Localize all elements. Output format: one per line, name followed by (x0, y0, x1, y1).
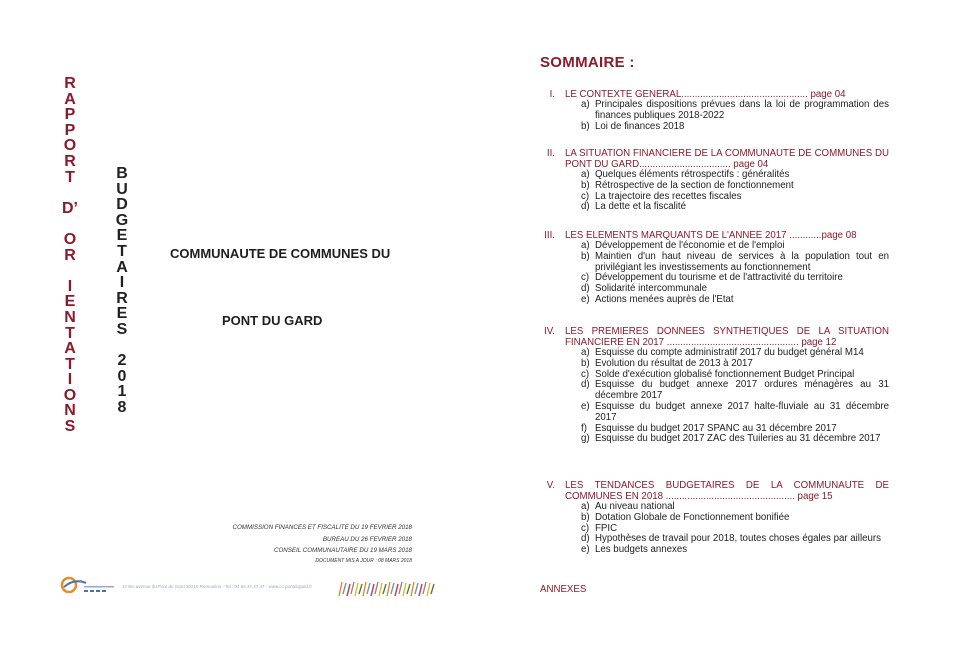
vertical-rapport-letter: T (65, 168, 75, 186)
vertical-budgetaires-letter: R (116, 289, 128, 307)
vertical-rapport-letter: R (64, 75, 76, 92)
toc-item-letter: a) (581, 169, 590, 180)
meta-mise-a-jour: DOCUMENT MIS A JOUR : 08 MARS 2018 (315, 558, 412, 564)
toc-item-letter: e) (581, 544, 590, 556)
toc-item-letter: a) (581, 99, 590, 110)
stripe-mark (351, 582, 354, 594)
toc-item (581, 402, 889, 424)
section-number: I. (549, 89, 555, 100)
toc-section-2 (527, 148, 889, 213)
vertical-rapport-letter: I (67, 371, 73, 389)
toc-item-letter: c) (581, 368, 590, 380)
toc-item-text: Les budgets annexes (595, 544, 688, 556)
toc-item-letter: b) (581, 120, 590, 132)
vertical-budgetaires-letter: 8 (117, 398, 127, 416)
meta-conseil: CONSEIL COMMUNAUTAIRE DU 19 MARS 2018 (274, 547, 412, 554)
toc-section-3 (527, 230, 889, 306)
vertical-title-budgetaires (111, 166, 133, 416)
cover-title-line2: PONT DU GARD (222, 313, 323, 328)
vertical-rapport-letter: O (63, 137, 77, 155)
toc-item-letter: c) (581, 190, 590, 202)
stripe-mark (391, 583, 394, 594)
vertical-rapport-letter: N (64, 402, 76, 420)
vertical-budgetaires-letter: D (116, 196, 128, 214)
vertical-budgetaires-letter: A (116, 258, 128, 276)
vertical-title-rapport (60, 76, 80, 435)
vertical-budgetaires-letter: S (116, 320, 128, 338)
toc-item-text: Quelques éléments rétrospectifs : généralités (595, 169, 790, 180)
toc-item-text: Dotation Globale de Fonctionnement bonifiée (595, 511, 790, 523)
toc-item-text: Actions menées auprès de l'Etat (595, 293, 734, 305)
vertical-rapport-letter: O (63, 230, 77, 248)
vertical-budgetaires-letter: E (116, 305, 128, 323)
vertical-budgetaires-letter: 0 (117, 367, 127, 385)
toc-item-text: Maintien d'un haut niveau de services à la population tout en privilégiant les investissements au fonctionnement (595, 250, 889, 273)
toc-item-letter: b) (581, 250, 590, 262)
stripe-mark (403, 583, 406, 596)
toc-section-4 (527, 326, 889, 445)
stripe-mark (423, 582, 426, 594)
stripe-mark (371, 584, 374, 596)
vertical-rapport-letter: A (64, 340, 76, 358)
section-title: LES ELEMENTS MARQUANTS DE L'ANNEE 2017 ............page 08 (565, 230, 857, 241)
stripe-mark (399, 582, 402, 594)
vertical-rapport-letter: I (67, 277, 73, 295)
vertical-rapport-letter: S (64, 418, 76, 436)
toc-item-text: Esquisse du budget 2017 SPANC au 31 décembre 2017 (595, 422, 837, 434)
decorative-stripes-icon (337, 578, 437, 600)
section-number: IV. (544, 326, 555, 337)
section-number: II. (546, 148, 555, 159)
toc-item-text: Rétrospective de la section de fonctionnement (595, 179, 794, 191)
vertical-rapport-letter: P (64, 121, 76, 139)
toc-item-text: Esquisse du budget annexe 2017 ordures ménagères au 31 décembre 2017 (595, 379, 889, 402)
vertical-rapport-letter: D’ (62, 199, 78, 217)
pont-du-gard-logo-icon (60, 574, 118, 596)
stripe-mark (339, 582, 342, 596)
toc-item-letter: d) (581, 283, 590, 295)
toc-item-letter: a) (581, 240, 590, 251)
stripe-mark (387, 582, 390, 596)
stripe-mark (343, 583, 346, 594)
vertical-rapport-letter: N (64, 308, 76, 326)
toc-item (581, 513, 889, 524)
toc-annexes: ANNEXES (540, 584, 587, 595)
stripe-mark (431, 584, 434, 594)
toc-item-text: Solidarité intercommunale (595, 283, 707, 295)
toc-item-letter: d) (581, 533, 590, 545)
stripe-mark (407, 584, 410, 594)
vertical-rapport-letter: P (64, 106, 76, 124)
stripe-mark (411, 582, 414, 596)
toc-item-letter: b) (581, 357, 590, 369)
stripe-mark (419, 584, 422, 596)
vertical-budgetaires-letter: G (115, 211, 129, 229)
stripe-mark (395, 584, 398, 596)
vertical-rapport-letter: E (64, 293, 76, 311)
vertical-budgetaires-letter: E (116, 227, 128, 245)
toc-item (581, 181, 889, 192)
vertical-budgetaires-letter: I (119, 274, 125, 292)
toc-item (581, 252, 889, 274)
toc-item-text: Loi de finances 2018 (595, 120, 685, 132)
toc-item (581, 380, 889, 402)
stripe-mark (367, 583, 370, 594)
cover-title-line1: COMMUNAUTE DE COMMUNES DU (170, 246, 391, 261)
vertical-budgetaires-letter: 1 (117, 383, 127, 401)
toc-item-letter: g) (581, 433, 590, 445)
section-title: LE CONTEXTE GENERAL............................................... page 04 (565, 89, 846, 100)
vertical-budgetaires-letter: T (117, 242, 127, 260)
toc-item-letter: c) (581, 522, 590, 534)
toc-item-text: La trajectoire des recettes fiscales (595, 190, 742, 202)
toc-item (581, 122, 889, 133)
meta-bureau: BUREAU DU 26 FEVRIER 2018 (322, 536, 412, 543)
section-number: V. (546, 480, 555, 491)
footer-address: 17 Bis avenue du Pont du Gard 30210 Remoulins - Tel : 04.66.37.47.47 - www.cc-pontdugard.fr (122, 584, 313, 589)
toc-item-text: Hypothèses de travail pour 2018, toutes choses égales par ailleurs (595, 533, 881, 545)
toc-item-letter: a) (581, 347, 590, 358)
toc-item-letter: b) (581, 179, 590, 191)
toc-item-text: FPIC (595, 522, 618, 534)
toc-item (581, 202, 889, 213)
toc-item (581, 295, 889, 306)
section-title: LES TENDANCES BUDGETAIRES DE LA COMMUNAUTE DE COMMUNES EN 2018 ................................................ page 15 (565, 480, 889, 502)
toc-item-letter: d) (581, 379, 590, 391)
vertical-rapport-letter: O (63, 386, 77, 404)
toc-heading: SOMMAIRE : (540, 54, 635, 71)
section-number: III. (544, 230, 555, 241)
stripe-mark (355, 583, 358, 596)
toc-item-letter: c) (581, 272, 590, 284)
stripe-mark (375, 582, 378, 594)
toc-item-letter: f) (581, 422, 587, 434)
meta-commission: COMMISSION FINANCES ET FISCALITE DU 19 FEVRIER 2018 (232, 524, 412, 531)
toc-section-5 (527, 480, 889, 556)
toc-item-text: Esquisse du budget 2017 ZAC des Tuileries au 31 décembre 2017 (595, 433, 881, 445)
stripe-mark (379, 583, 382, 596)
stripe-mark (427, 583, 430, 596)
vertical-rapport-letter: R (64, 152, 76, 170)
toc-item-letter: a) (581, 501, 590, 512)
toc-item-text: Développement de l'économie et de l'emploi (595, 240, 785, 251)
toc-item (581, 434, 889, 445)
section-title: LA SITUATION FINANCIERE DE LA COMMUNAUTE DE COMMUNES DU PONT DU GARD.................................. page 04 (565, 148, 889, 170)
vertical-rapport-letter: A (64, 90, 76, 108)
toc-item-letter: e) (581, 400, 590, 412)
vertical-rapport-letter: R (64, 246, 76, 264)
stripe-mark (359, 584, 362, 594)
toc-item (581, 100, 889, 122)
vertical-budgetaires-letter: B (116, 165, 128, 182)
vertical-budgetaires-letter: U (116, 180, 128, 198)
toc-item-text: Principales dispositions prévues dans la loi de programmation des finances publiques 2018-2022 (595, 99, 889, 121)
stripe-mark (363, 582, 366, 596)
stripe-mark (383, 584, 386, 594)
toc-item-text: Développement du tourisme et de l'attractivité du territoire (595, 272, 843, 284)
vertical-budgetaires-letter: 2 (117, 352, 127, 370)
toc-item-text: Au niveau national (595, 501, 675, 512)
toc-item (581, 545, 889, 556)
toc-item (581, 359, 889, 370)
toc-item-text: Esquisse du compte administratif 2017 du budget général M14 (595, 347, 864, 358)
toc-item-text: La dette et la fiscalité (595, 201, 687, 213)
toc-item-text: Esquisse du budget annexe 2017 halte-fluviale au 31 décembre 2017 (595, 400, 889, 423)
toc-item-letter: e) (581, 293, 590, 305)
toc-item-letter: b) (581, 511, 590, 523)
stripe-mark (415, 583, 418, 594)
vertical-rapport-letter: T (65, 355, 75, 373)
section-title: LES PREMIERES DONNEES SYNTHETIQUES DE LA SITUATION FINANCIERE EN 2017 ................................................. page 12 (565, 326, 889, 348)
toc-item-text: Solde d'exécution globalisé fonctionnement Budget Principal (595, 368, 855, 380)
stripe-mark (347, 584, 350, 596)
vertical-rapport-letter: T (65, 324, 75, 342)
toc-item-letter: d) (581, 201, 590, 213)
toc-section-1 (527, 89, 889, 132)
toc-item-text: Evolution du résultat de 2013 à 2017 (595, 357, 753, 369)
